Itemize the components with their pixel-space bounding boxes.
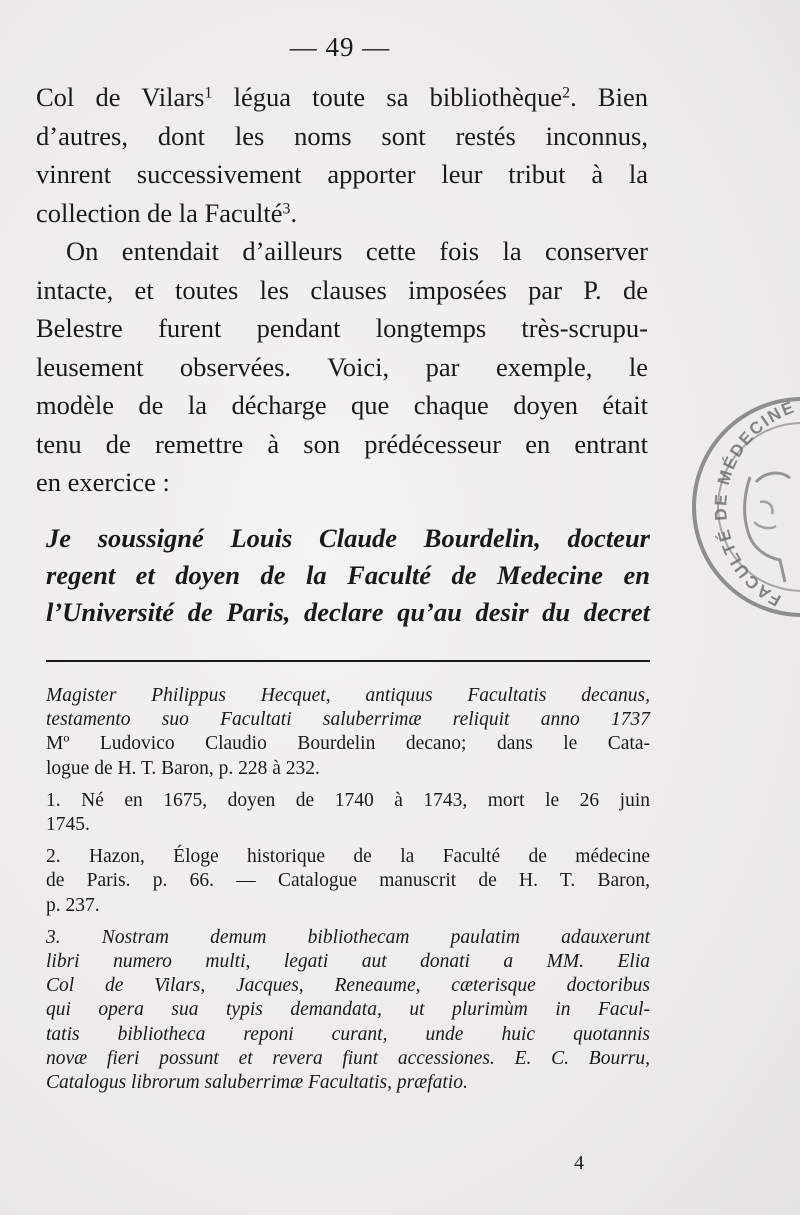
text-line: tenu de remettre à son prédécesseur en entrant [36,428,648,459]
quoted-declaration [46,520,650,631]
text-line: vinrent successivement apporter leur tribut à la [36,159,648,189]
text-line: en exercice : [36,467,170,497]
page-number: — 49 — [289,32,391,62]
footnote-line: 2. Hazon, Éloge historique de la Faculté de médecine [46,846,650,868]
text-line: Col de Vilars$^1$ légua toute sa bibliothèque$^2$. Bien [36,82,648,112]
footnote-1 [46,789,650,837]
svg-text:FACULTÉ DE MÉDECINE: FACULTÉ DE MÉDECINE [711,397,799,610]
quote-line: regent et doyen de la Faculté de Medecine en [46,560,650,590]
footnote-line: novæ fieri possunt et revera fiunt accessiones. E. C. Bourru, [46,1047,650,1069]
footnote-line: tatis bibliotheca reponi curant, unde huic quotannis [46,1023,650,1045]
gathering-signature: 4 [574,1152,584,1174]
quote-line: Je soussigné Louis Claude Bourdelin, docteur [46,523,650,553]
footnote-line: 1. Né en 1675, doyen de 1740 à 1743, mort le 26 juin [46,789,650,811]
text-line: intacte, et toutes les clauses imposées par P. de [36,274,648,305]
footnotes [46,684,650,1095]
text-line: collection de la Faculté$^3$. [36,197,298,228]
footnote-3 [46,926,650,1095]
footnote-line: Col de Vilars, Jacques, Reneaume, cæterisque doctoribus [46,975,650,997]
footnote-line: Magister Philippus Hecquet, antiquus Facultatis decanus, [46,685,650,706]
text-line: modèle de la décharge que chaque doyen était [36,390,648,420]
footnote-line: 1745. [46,814,90,836]
footnote-line: Catalogus librorum saluberrimæ Facultatis, præfatio. [46,1072,468,1094]
footnote-line: logue de H. T. Baron, p. 228 à 232. [46,757,320,779]
footnote-continued [46,684,650,781]
library-stamp-icon [690,382,800,627]
footnote-line: 3. Nostram demum bibliothecam paulatim adauxerunt [46,926,650,948]
text-line: leusement observées. Voici, par exemple, le [36,351,648,382]
main-text [36,78,648,502]
text-line: Belestre furent pendant longtemps très-scrupu- [36,313,648,343]
footnote-line: Mº Ludovico Claudio Bourdelin decano; dans le Cata- [46,733,650,755]
text-line: d’autres, dont les noms sont restés inconnus, [36,120,648,151]
footnote-line: testamento suo Facultati saluberrimæ reliquit anno 1737 [46,709,650,731]
footnote-2 [46,845,650,918]
footnote-line: de Paris. p. 66. — Catalogue manuscrit de H. T. Baron, [46,870,650,892]
text-line: On entendait d’ailleurs cette fois la conserver [66,236,648,266]
footnote-line: qui opera sua typis demandata, ut plurimùm in Facul- [46,999,650,1021]
footnote-divider [46,660,650,662]
footnote-line: p. 237. [46,894,100,916]
footnote-line: libri numero multi, legati aut donati a MM. Elia [46,951,650,973]
quote-line: l’Université de Paris, declare qu’au desir du decret [46,597,650,627]
